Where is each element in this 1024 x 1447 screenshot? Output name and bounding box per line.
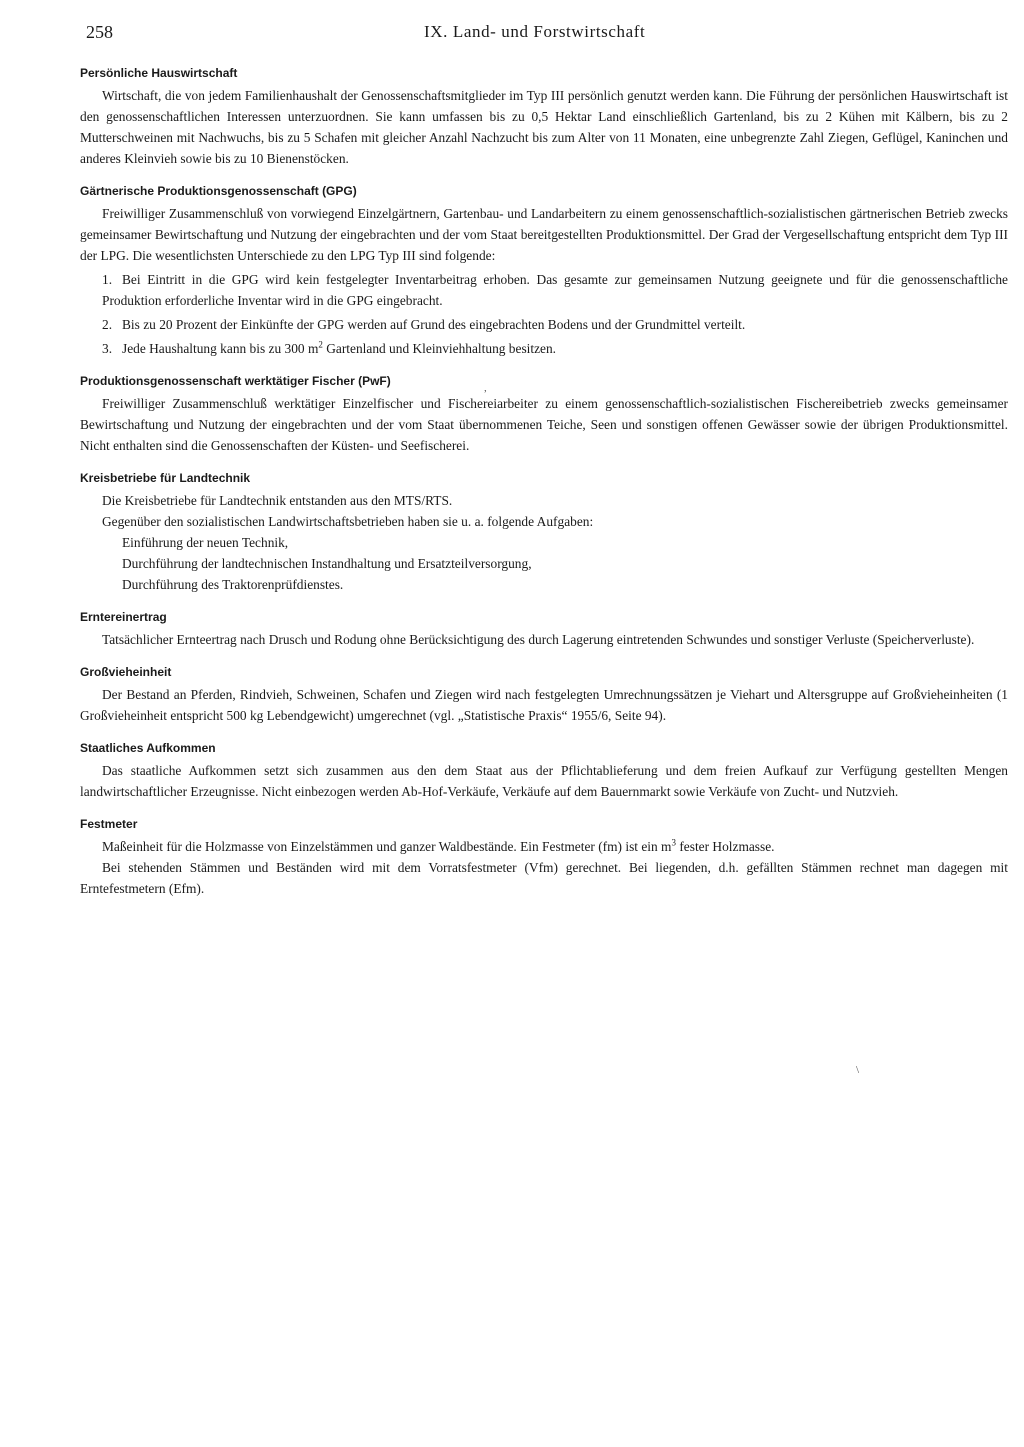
entry-paragraph: Bei stehenden Stämmen und Beständen wird mit dem Vorratsfestmeter (Vfm) gerechnet. Bei liegenden, d.h. gefällten Stämmen rechnet man dagegen mit Erntefestmetern (Efm).	[80, 860, 1008, 896]
task-item: Durchführung des Traktorenprüfdienstes.	[122, 577, 344, 592]
entry-gpg	[80, 182, 1008, 359]
page-number: 258	[86, 22, 113, 42]
entry-staatliches-aufkommen	[80, 739, 1008, 802]
entry-heading: Großvieheinheit	[80, 665, 172, 679]
entry-festmeter	[80, 815, 1008, 899]
list-number: 2.	[102, 317, 113, 332]
entry-pwf	[80, 372, 1008, 456]
superscript: 2	[318, 339, 323, 350]
entry-paragraph: Das staatliche Aufkommen setzt sich zusammen aus den dem Staat aus der Pflichtablieferung und dem freien Aufkauf zur Verfügung gestellten Mengen landwirtschaftlicher Erzeugnisse. Nicht einbezogen werden Ab-Hof-Verkäufe, Verkäufe auf dem Bauernmarkt sowie Verkäufe von Zucht- und Nutzvieh.	[80, 763, 1008, 799]
entry-line: Die Kreisbetriebe für Landtechnik entstanden aus den MTS/RTS.	[102, 493, 453, 508]
task-item: Durchführung der landtechnischen Instandhaltung und Ersatzteilversorgung,	[122, 556, 532, 571]
paragraph-text: Maßeinheit für die Holzmasse von Einzelstämmen und ganzer Waldbestände. Ein Festmeter (fm) ist ein m	[102, 839, 672, 854]
entry-paragraph: Freiwilliger Zusammenschluß von vorwiegend Einzelgärtnern, Gartenbau- und Landarbeitern zu einem genossenschaftlich-sozialistischen gärtnerischen Betrieb zwecks gemeinsamer Bewirtschaftung und Nutzung der eingebrachten und der vom Staat bereitgestellten Produktionsmittel. Der Grad der Vergesellschaftung entspricht dem Typ III der LPG. Die wesentlichsten Unterschiede zu den LPG Typ III sind folgende:	[80, 206, 1008, 263]
entry-heading: Produktionsgenossenschaft werktätiger Fischer (PwF)	[80, 374, 391, 388]
entry-paragraph: Wirtschaft, die von jedem Familienhaushalt der Genossenschaftsmitglieder im Typ III persönlich genutzt werden kann. Die Führung der persönlichen Hauswirtschaft ist den genossenschaftlichen Interessen unterzuordnen. Sie kann umfassen bis zu 0,5 Hektar Land einschließlich Gartenland, bis zu 2 Kühen mit Kälbern, bis zu 2 Mutterschweinen mit Nachwuchs, bis zu 5 Schafen mit gleicher Anzahl Nachzucht bis zum Alter von 11 Monaten, eine unbegrenzte Zahl Ziegen, Geflügel, Kaninchen und anderes Kleinvieh sowie bis zu 10 Bienenstöcken.	[80, 88, 1008, 166]
page-header	[86, 22, 1008, 46]
entry-heading: Persönliche Hauswirtschaft	[80, 66, 238, 80]
page-body	[80, 64, 1008, 899]
scan-speck-mark: \	[856, 1064, 860, 1076]
entry-grossvieheinheit	[80, 663, 1008, 726]
list-text: Gartenland und Kleinviehhaltung besitzen.	[322, 341, 557, 356]
list-number: 3.	[102, 341, 113, 356]
entry-paragraph: Der Bestand an Pferden, Rindvieh, Schweinen, Schafen und Ziegen wird nach festgelegten Umrechnungssätzen je Viehart und Altersgruppe auf Großvieheinheiten (1 Großvieheinheit entspricht 500 kg Lebendgewicht) umgerechnet (vgl. „Statistische Praxis“ 1955/6, Seite 94).	[80, 687, 1008, 723]
entry-line: Gegenüber den sozialistischen Landwirtschaftsbetrieben haben sie u. a. folgende Aufgaben:	[102, 514, 594, 529]
entry-heading: Staatliches Aufkommen	[80, 741, 216, 755]
entry-erntereinertrag	[80, 608, 1008, 650]
list-text: Jede Haushaltung kann bis zu 300 m	[122, 341, 319, 356]
list-text: Bei Eintritt in die GPG wird kein festgelegter Inventarbeitrag erhoben. Das gesamte zur gemeinsamen Nutzung geeignete und für die genossenschaftliche Produktion erforderliche Inventar wird in die GPG eingebracht.	[102, 272, 1008, 308]
entry-heading: Festmeter	[80, 817, 138, 831]
entry-heading: Kreisbetriebe für Landtechnik	[80, 471, 251, 485]
list-number: 1.	[102, 272, 113, 287]
entry-heading: Gärtnerische Produktionsgenossenschaft (GPG)	[80, 184, 357, 198]
list-text: Bis zu 20 Prozent der Einkünfte der GPG werden auf Grund des eingebrachten Bodens und der Grundmittel verteilt.	[122, 317, 746, 332]
list-item	[80, 338, 1008, 359]
entry-persoenliche-hauswirtschaft	[80, 64, 1008, 169]
paragraph-text: fester Holzmasse.	[675, 839, 775, 854]
list-item	[80, 314, 1008, 335]
scan-speck-mark: ,	[484, 382, 487, 394]
list-item	[80, 269, 1008, 311]
superscript: 3	[671, 837, 676, 848]
entry-paragraph: Tatsächlicher Ernteertrag nach Drusch und Rodung ohne Berücksichtigung des durch Lagerung eintretenden Schwundes und sonstiger Verluste (Speicherverluste).	[102, 632, 975, 647]
entry-paragraph	[80, 836, 1008, 857]
entry-kreisbetriebe-landtechnik	[80, 469, 1008, 595]
entry-paragraph: Freiwilliger Zusammenschluß werktätiger Einzelfischer und Fischereiarbeiter zu einem genossenschaftlich-sozialistischen Fischereibetrieb zwecks gemeinsamer Bewirtschaftung und Nutzung der eingebrachten und der vom Staat übernommenen Teiche, Seen und sonstigen offenen Gewässer sowie der übrigen Produktionsmittel. Nicht enthalten sind die Genossenschaften der Küsten- und Seefischerei.	[80, 396, 1008, 453]
entry-heading: Erntereinertrag	[80, 610, 167, 624]
task-item: Einführung der neuen Technik,	[122, 535, 289, 550]
running-head: IX. Land- und Forstwirtschaft	[424, 22, 646, 41]
